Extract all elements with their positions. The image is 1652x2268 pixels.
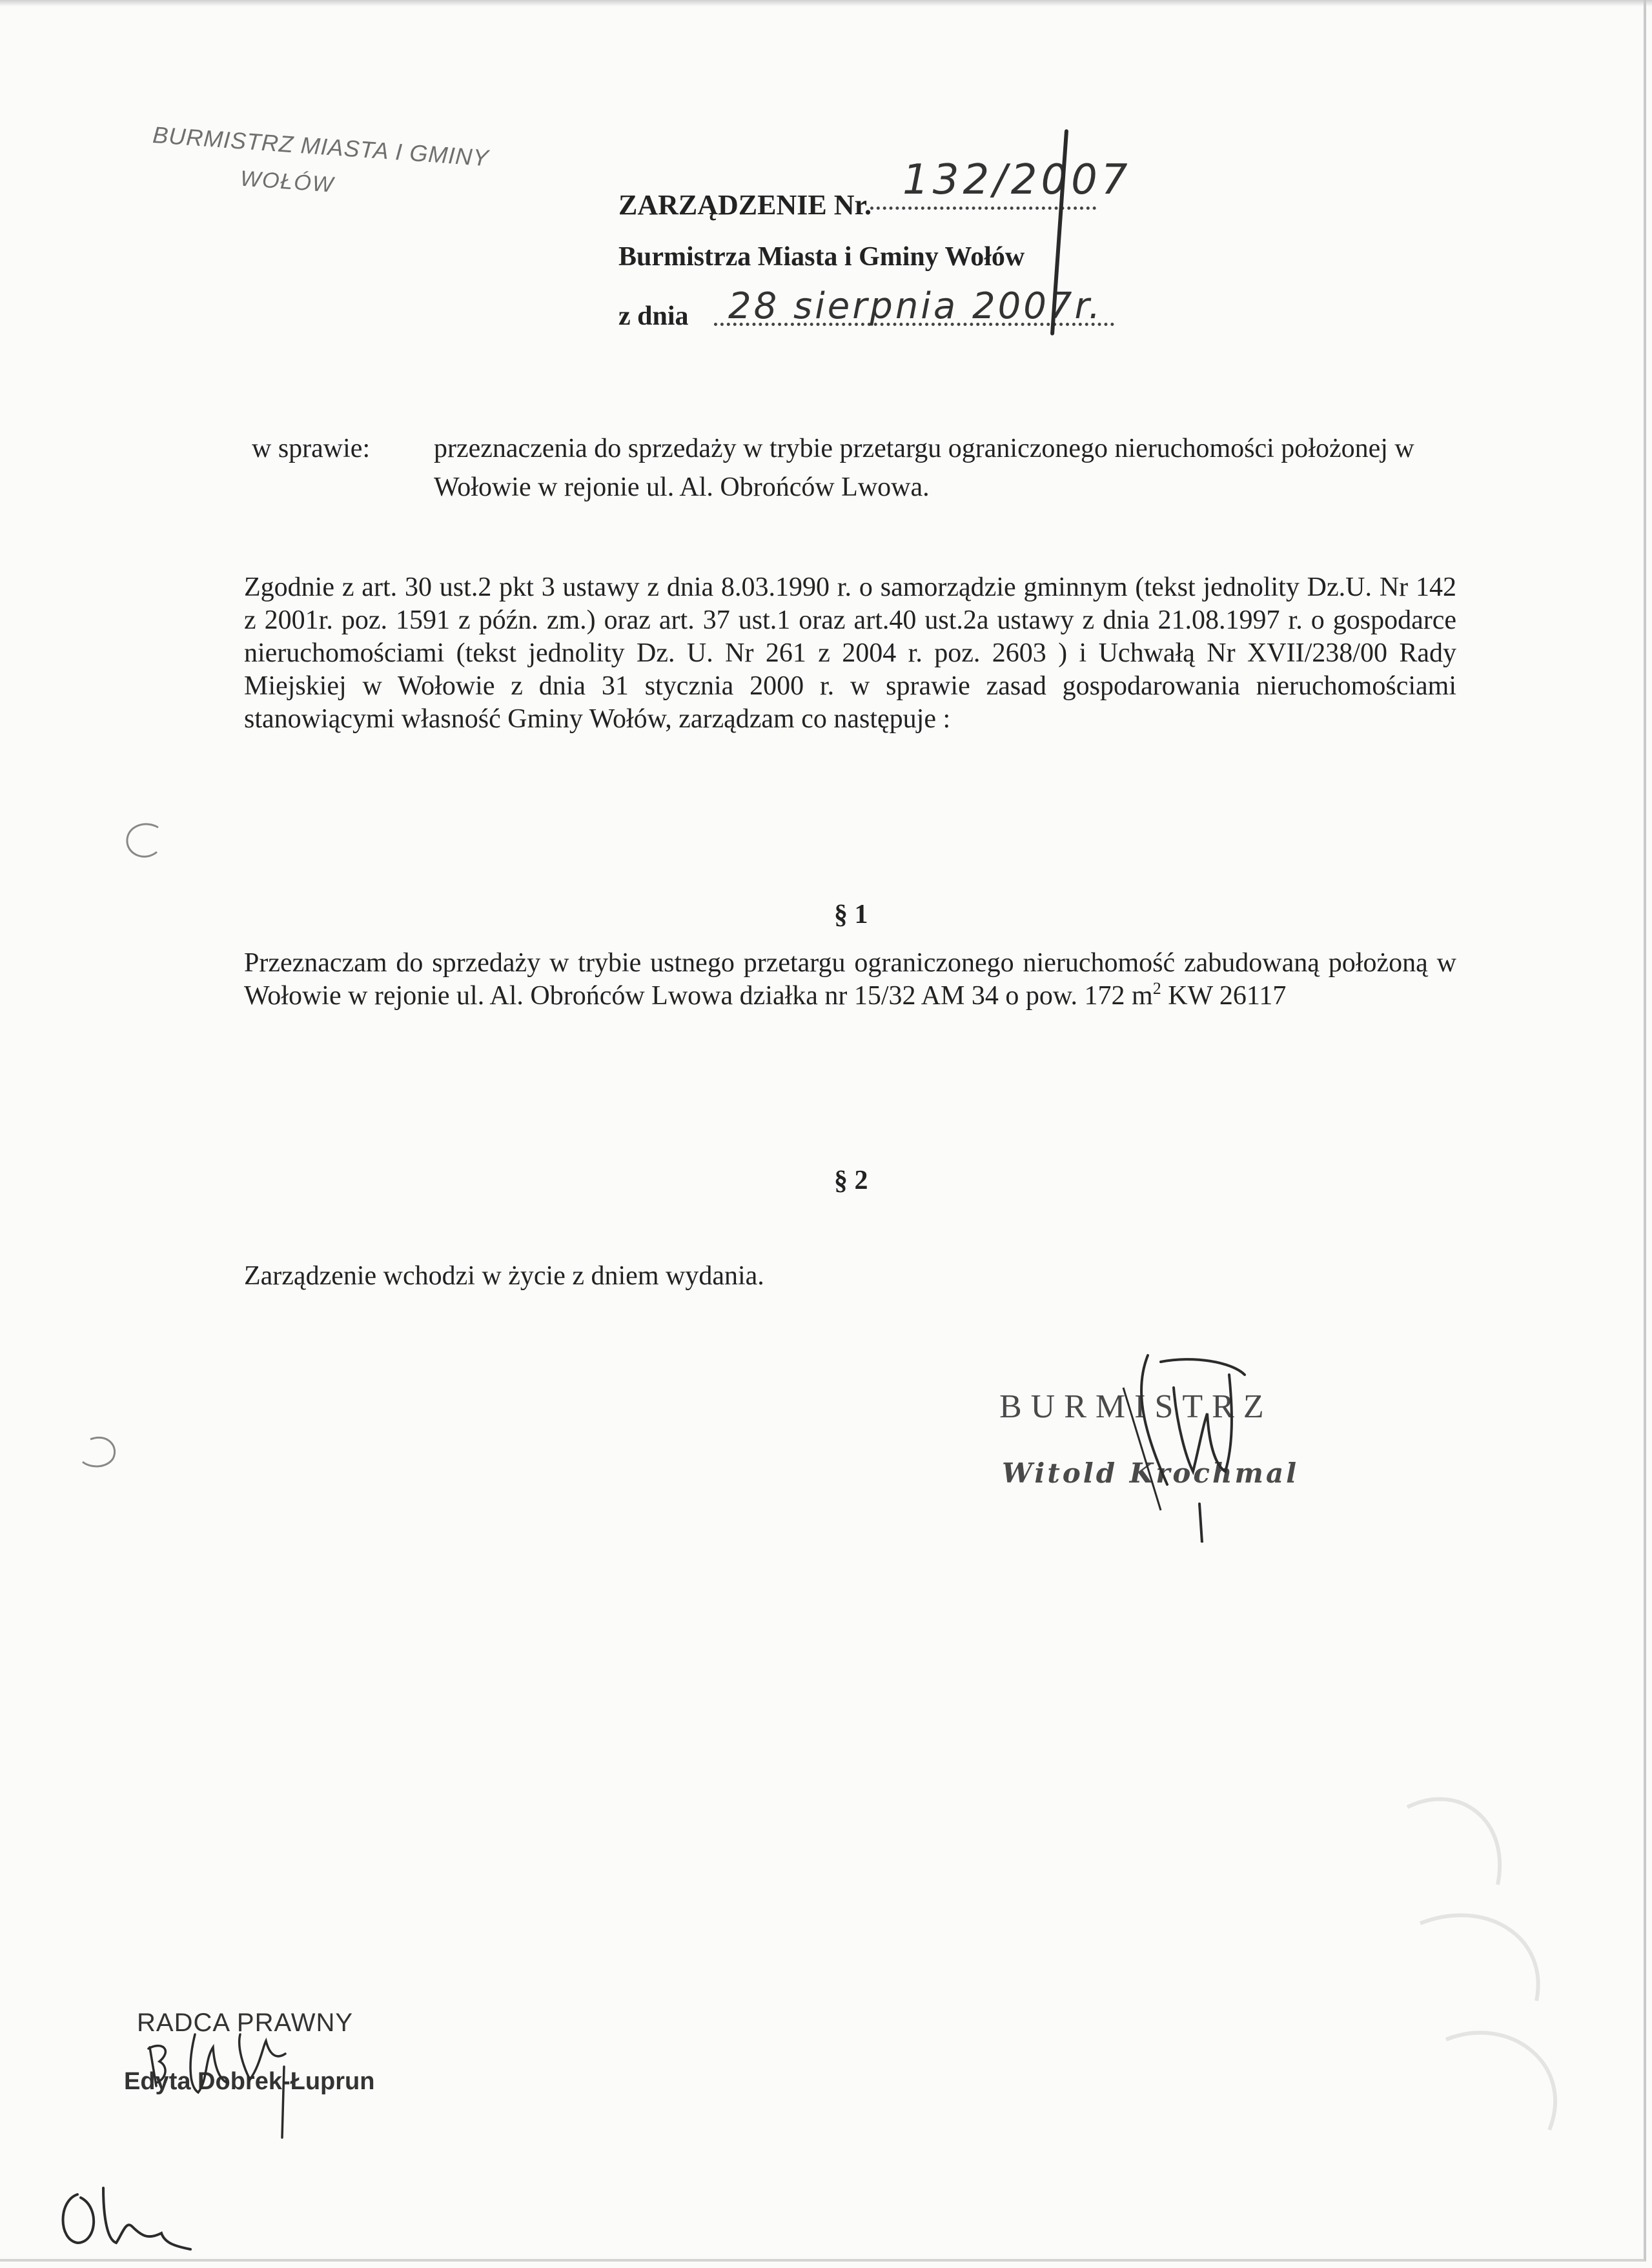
section-1-text: Przeznaczam do sprzedaży w trybie ustnego przetargu ograniczonego nieruchomość zabudowaną położoną w Wołowie w rejonie ul. Al. Obrońców Lwowa działka nr 15/32 AM 34 o pow. 172 m xyxy=(244,948,1456,1011)
handwritten-initials xyxy=(52,2182,200,2253)
mayor-stamp-title: BURMISTRZ xyxy=(999,1388,1273,1425)
punch-hole-mark xyxy=(77,1430,123,1475)
ordinance-issuer: Burmistrza Miasta i Gminy Wołów xyxy=(618,242,1025,272)
section-1-superscript: 2 xyxy=(1152,979,1161,998)
subject-label: w sprawie: xyxy=(252,434,371,463)
legal-counsel-title: RADCA PRAWNY xyxy=(137,2009,354,2037)
bleed-through-mark xyxy=(1382,1768,1601,2156)
section-1-text-end: KW 26117 xyxy=(1161,981,1287,1011)
office-stamp-title: BURMISTRZ MIASTA I GMINY xyxy=(152,121,490,172)
ordinance-date-label: z dnia xyxy=(618,301,689,331)
section-1-paragraph xyxy=(244,947,1456,1013)
punch-hole-mark xyxy=(119,820,165,865)
section-2-mark: § 2 xyxy=(834,1166,868,1195)
mayor-stamp-name: Witold Krochmal xyxy=(1002,1457,1300,1489)
mayor-signature xyxy=(1064,1349,1296,1543)
office-stamp-town: WOŁÓW xyxy=(239,166,336,197)
ordinance-title-label: ZARZĄDZENIE Nr. xyxy=(618,189,872,221)
section-1-mark: § 1 xyxy=(834,900,868,929)
section-2-paragraph: Zarządzenie wchodzi w życie z dniem wydania. xyxy=(244,1261,764,1291)
ordinance-number-handwritten: 132/2007 xyxy=(902,156,1132,204)
legal-counsel-stamp xyxy=(124,2009,447,2138)
legal-counsel-name: Edyta Dobrek-Łuprun xyxy=(124,2068,375,2095)
ordinance-date-handwritten: 28 sierpnia 2007r. xyxy=(728,285,1103,327)
legal-basis-paragraph: Zgodnie z art. 30 ust.2 pkt 3 ustawy z dnia 8.03.1990 r. o samorządzie gminnym (tekst jednolity Dz.U. Nr 142 z 2001r. poz. 1591 z późn. zm.) oraz art. 37 ust.1 oraz art.40 ust.2a ustawy z dnia 21.08.1997 r. o gospodarce nieruchomościami (tekst jednolity Dz. U. Nr 261 z 2004 r. poz. 2603 ) i Uchwałą Nr XVII/238/00 Rady Miejskiej w Wołowie z dnia 31 stycznia 2000 r. w sprawie zasad gospodarowania nieruchomościami stanowiącymi własność Gminy Wołów, zarządzam co następuje : xyxy=(244,572,1456,734)
mayor-stamp xyxy=(999,1375,1387,1543)
ordinance-title xyxy=(618,156,1199,221)
document-header xyxy=(618,156,1199,334)
subject-text: przeznaczenia do sprzedaży w trybie przetargu ograniczonego nieruchomości położonej w Wołowie w rejonie ul. Al. Obrońców Lwowa. xyxy=(434,434,1414,502)
ordinance-date xyxy=(618,285,1199,334)
legal-counsel-signature xyxy=(137,2021,331,2151)
